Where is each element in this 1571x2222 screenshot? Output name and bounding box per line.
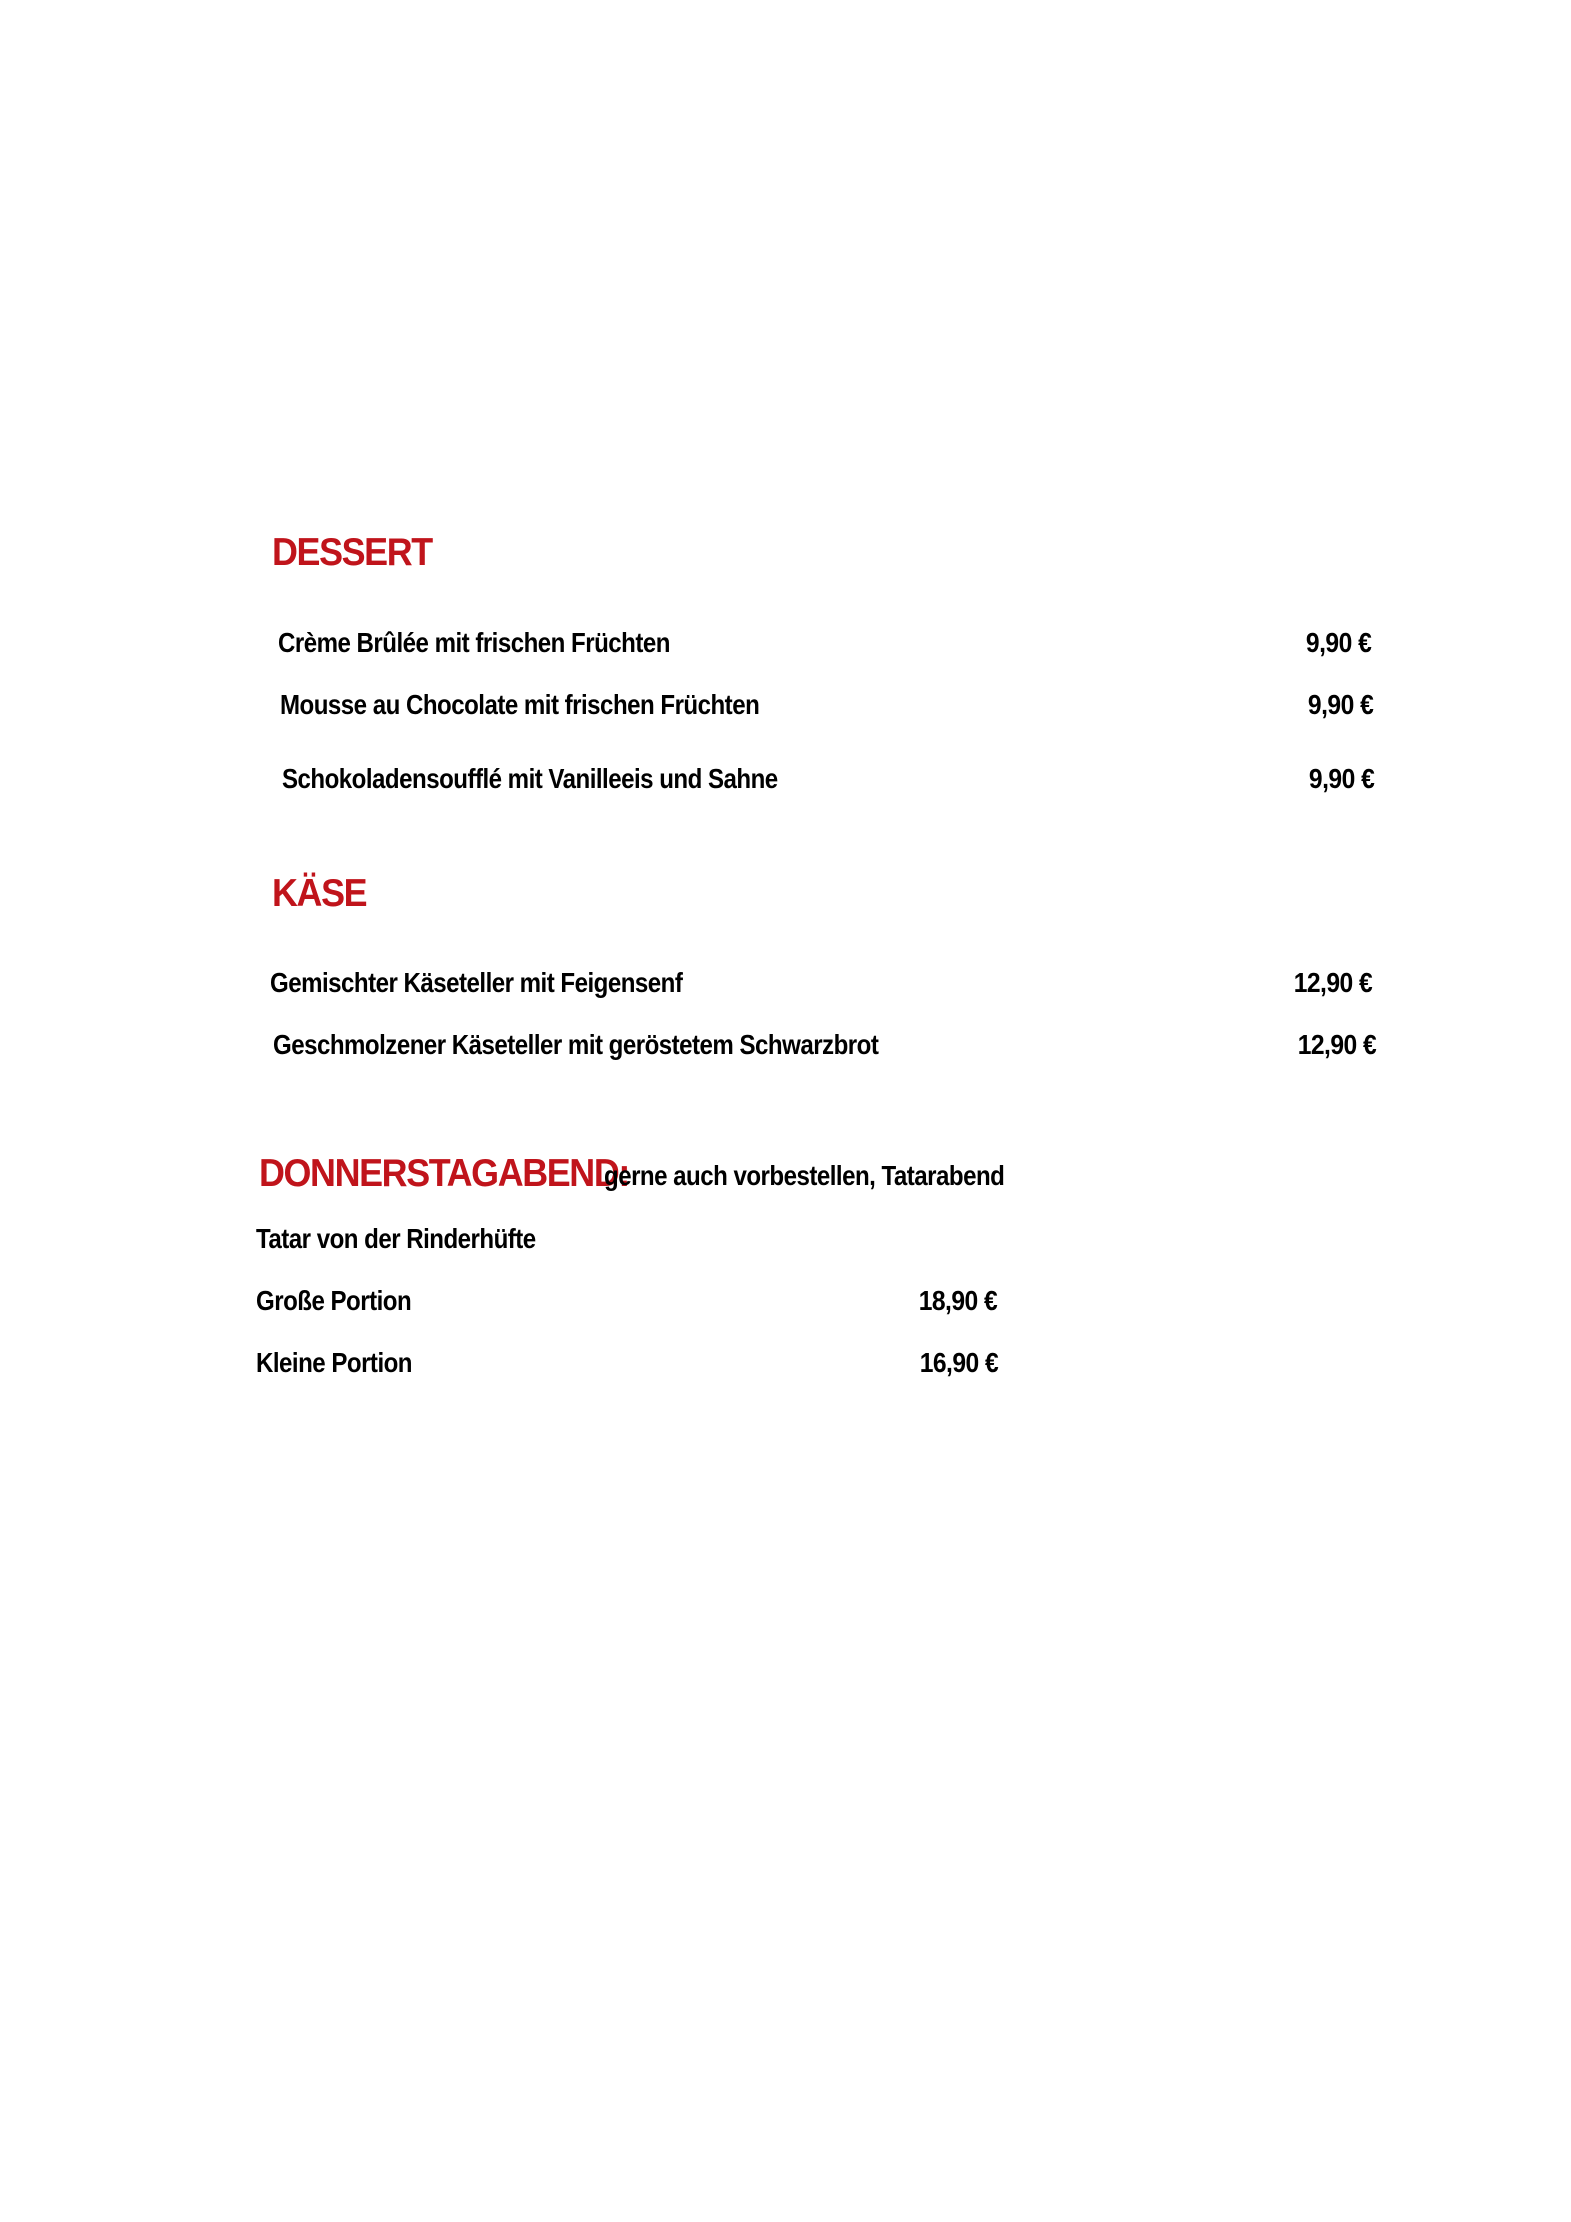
portion-price: 18,90 € — [918, 1285, 997, 1316]
portion-name: Große Portion — [256, 1285, 412, 1316]
menu-item-name: Gemischter Käseteller mit Feigensenf — [270, 967, 683, 998]
section-title-dessert: DESSERT — [272, 531, 432, 574]
dish-title: Tatar von der Rinderhüfte — [256, 1223, 536, 1254]
menu-item-price: 9,90 € — [1305, 627, 1371, 658]
portion-name: Kleine Portion — [256, 1347, 413, 1378]
menu-item-name: Mousse au Chocolate mit frischen Früchten — [280, 689, 760, 720]
section-title-donnerstag: DONNERSTAGABEND: — [259, 1152, 629, 1195]
menu-item-price: 9,90 € — [1307, 689, 1373, 720]
menu-item-name: Geschmolzener Käseteller mit geröstetem Schwarzbrot — [273, 1029, 879, 1060]
section-header-donnerstag — [259, 1154, 661, 1193]
menu-item-name: Crème Brûlée mit frischen Früchten — [278, 627, 670, 658]
section-subtitle-donnerstag: gerne auch vorbestellen, Tatarabend — [604, 1160, 1005, 1191]
menu-item-price: 9,90 € — [1308, 763, 1374, 794]
menu-item-price: 12,90 € — [1297, 1029, 1376, 1060]
menu-item-price: 12,90 € — [1293, 967, 1372, 998]
menu-item-name: Schokoladensoufflé mit Vanilleeis und Sahne — [282, 763, 778, 794]
portion-price: 16,90 € — [919, 1347, 998, 1378]
section-title-kaese: KÄSE — [272, 872, 367, 915]
